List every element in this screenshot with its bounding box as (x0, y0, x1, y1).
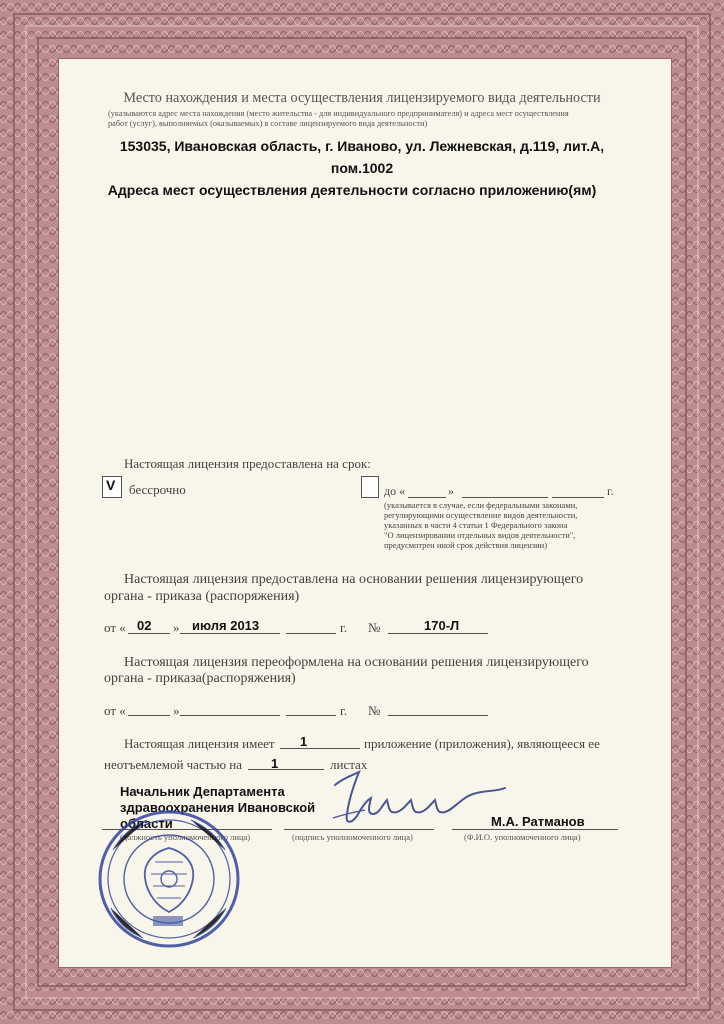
order-day: 02 (137, 618, 152, 633)
reissue-quote: » (173, 703, 180, 718)
appendix-line-2-prefix: неотъемлемой частью на (104, 757, 243, 772)
signer-title-3: области (120, 816, 173, 831)
until-prefix: до « (384, 484, 406, 498)
heading-note-2: работ (услуг), выполняемых (оказываемых) в составе лицензируемого вида деятельности) (108, 119, 428, 128)
handwritten-signature (325, 770, 525, 840)
until-note-1: (указывается в случае, если федеральными законами, (384, 500, 578, 510)
address-line-2: пом.1002 (330, 160, 394, 176)
caption-name: (Ф.И.О. уполномоченного лица) (464, 832, 581, 842)
until-note-5: предусмотрен иной срок действия лицензии) (384, 540, 548, 550)
order-quote: » (173, 620, 180, 635)
order-month-year: июля 2013 (192, 618, 260, 633)
basis-line-1: Настоящая лицензия предоставлена на основании решения лицензирующего (124, 572, 584, 587)
reissue-day-line (128, 715, 170, 716)
appendix-count-line (280, 748, 360, 749)
basis-line-2: органа - приказа (распоряжения) (104, 589, 300, 604)
signer-name: М.А. Ратманов (491, 814, 585, 829)
reissue-from: от « (104, 703, 126, 718)
appendix-sheets-line (248, 769, 324, 770)
order-year-line (286, 633, 336, 634)
until-year-suffix: г. (607, 484, 614, 498)
until-quote: » (448, 484, 454, 498)
until-note-3: указанных в части 4 статьи 1 Федерального закона (384, 520, 568, 530)
appendix-line-2-suffix: листах (330, 757, 368, 772)
order-number-sign: № (368, 620, 381, 635)
signer-title-1: Начальник Департамента (120, 784, 285, 799)
reissue-number-line (388, 715, 488, 716)
until-note-4: "О лицензировании отдельных видов деятельности", (384, 530, 576, 540)
heading-note-1: (указываются адрес места нахождения (место жительства - для индивидуального предпринимателя) и адреса мест осуществления (108, 109, 569, 118)
appendix-count: 1 (300, 734, 308, 749)
address-line-1: 153035, Ивановская область, г. Иваново, ул. Лежневская, д.119, лит.А, (119, 138, 605, 154)
order-month-line (180, 633, 280, 634)
until-note-2: регулирующими осуществление видов деятельности, (384, 510, 578, 520)
caption-position: (должность уполномоченного лица) (120, 832, 251, 842)
official-stamp (95, 808, 243, 950)
signer-title-2: здравоохранения Ивановской (120, 800, 316, 815)
appendix-suffix: приложение (приложения), являющееся ее (364, 736, 600, 751)
term-intro: Настоящая лицензия предоставлена на срок: (124, 456, 371, 471)
reissue-line-1: Настоящая лицензия переоформлена на основании решения лицензирующего (124, 655, 589, 670)
order-day-line (128, 633, 170, 634)
address-line-3: Адреса мест осуществления деятельности согласно приложению(ям) (107, 182, 597, 198)
reissue-line-2: органа - приказа(распоряжения) (104, 671, 296, 686)
indefinite-label: бессрочно (129, 482, 186, 497)
until-day-line (408, 497, 446, 498)
until-month-line (462, 497, 548, 498)
reissue-number-sign: № (368, 703, 381, 718)
order-from: от « (104, 620, 126, 635)
order-number: 170-Л (424, 618, 460, 633)
until-checkbox (361, 476, 379, 498)
reissue-year-suffix: г. (340, 703, 348, 718)
caption-signature: (подпись уполномоченного лица) (292, 832, 413, 842)
until-year-line (552, 497, 604, 498)
reissue-year-line (286, 715, 336, 716)
reissue-month-line (180, 715, 280, 716)
order-number-line (388, 633, 488, 634)
order-year-suffix: г. (340, 620, 348, 635)
appendix-prefix: Настоящая лицензия имеет (124, 736, 275, 751)
indefinite-checkmark: V (106, 477, 116, 493)
appendix-sheets: 1 (271, 756, 279, 771)
heading: Место нахождения и места осуществления лицензируемого вида деятельности (123, 90, 601, 106)
